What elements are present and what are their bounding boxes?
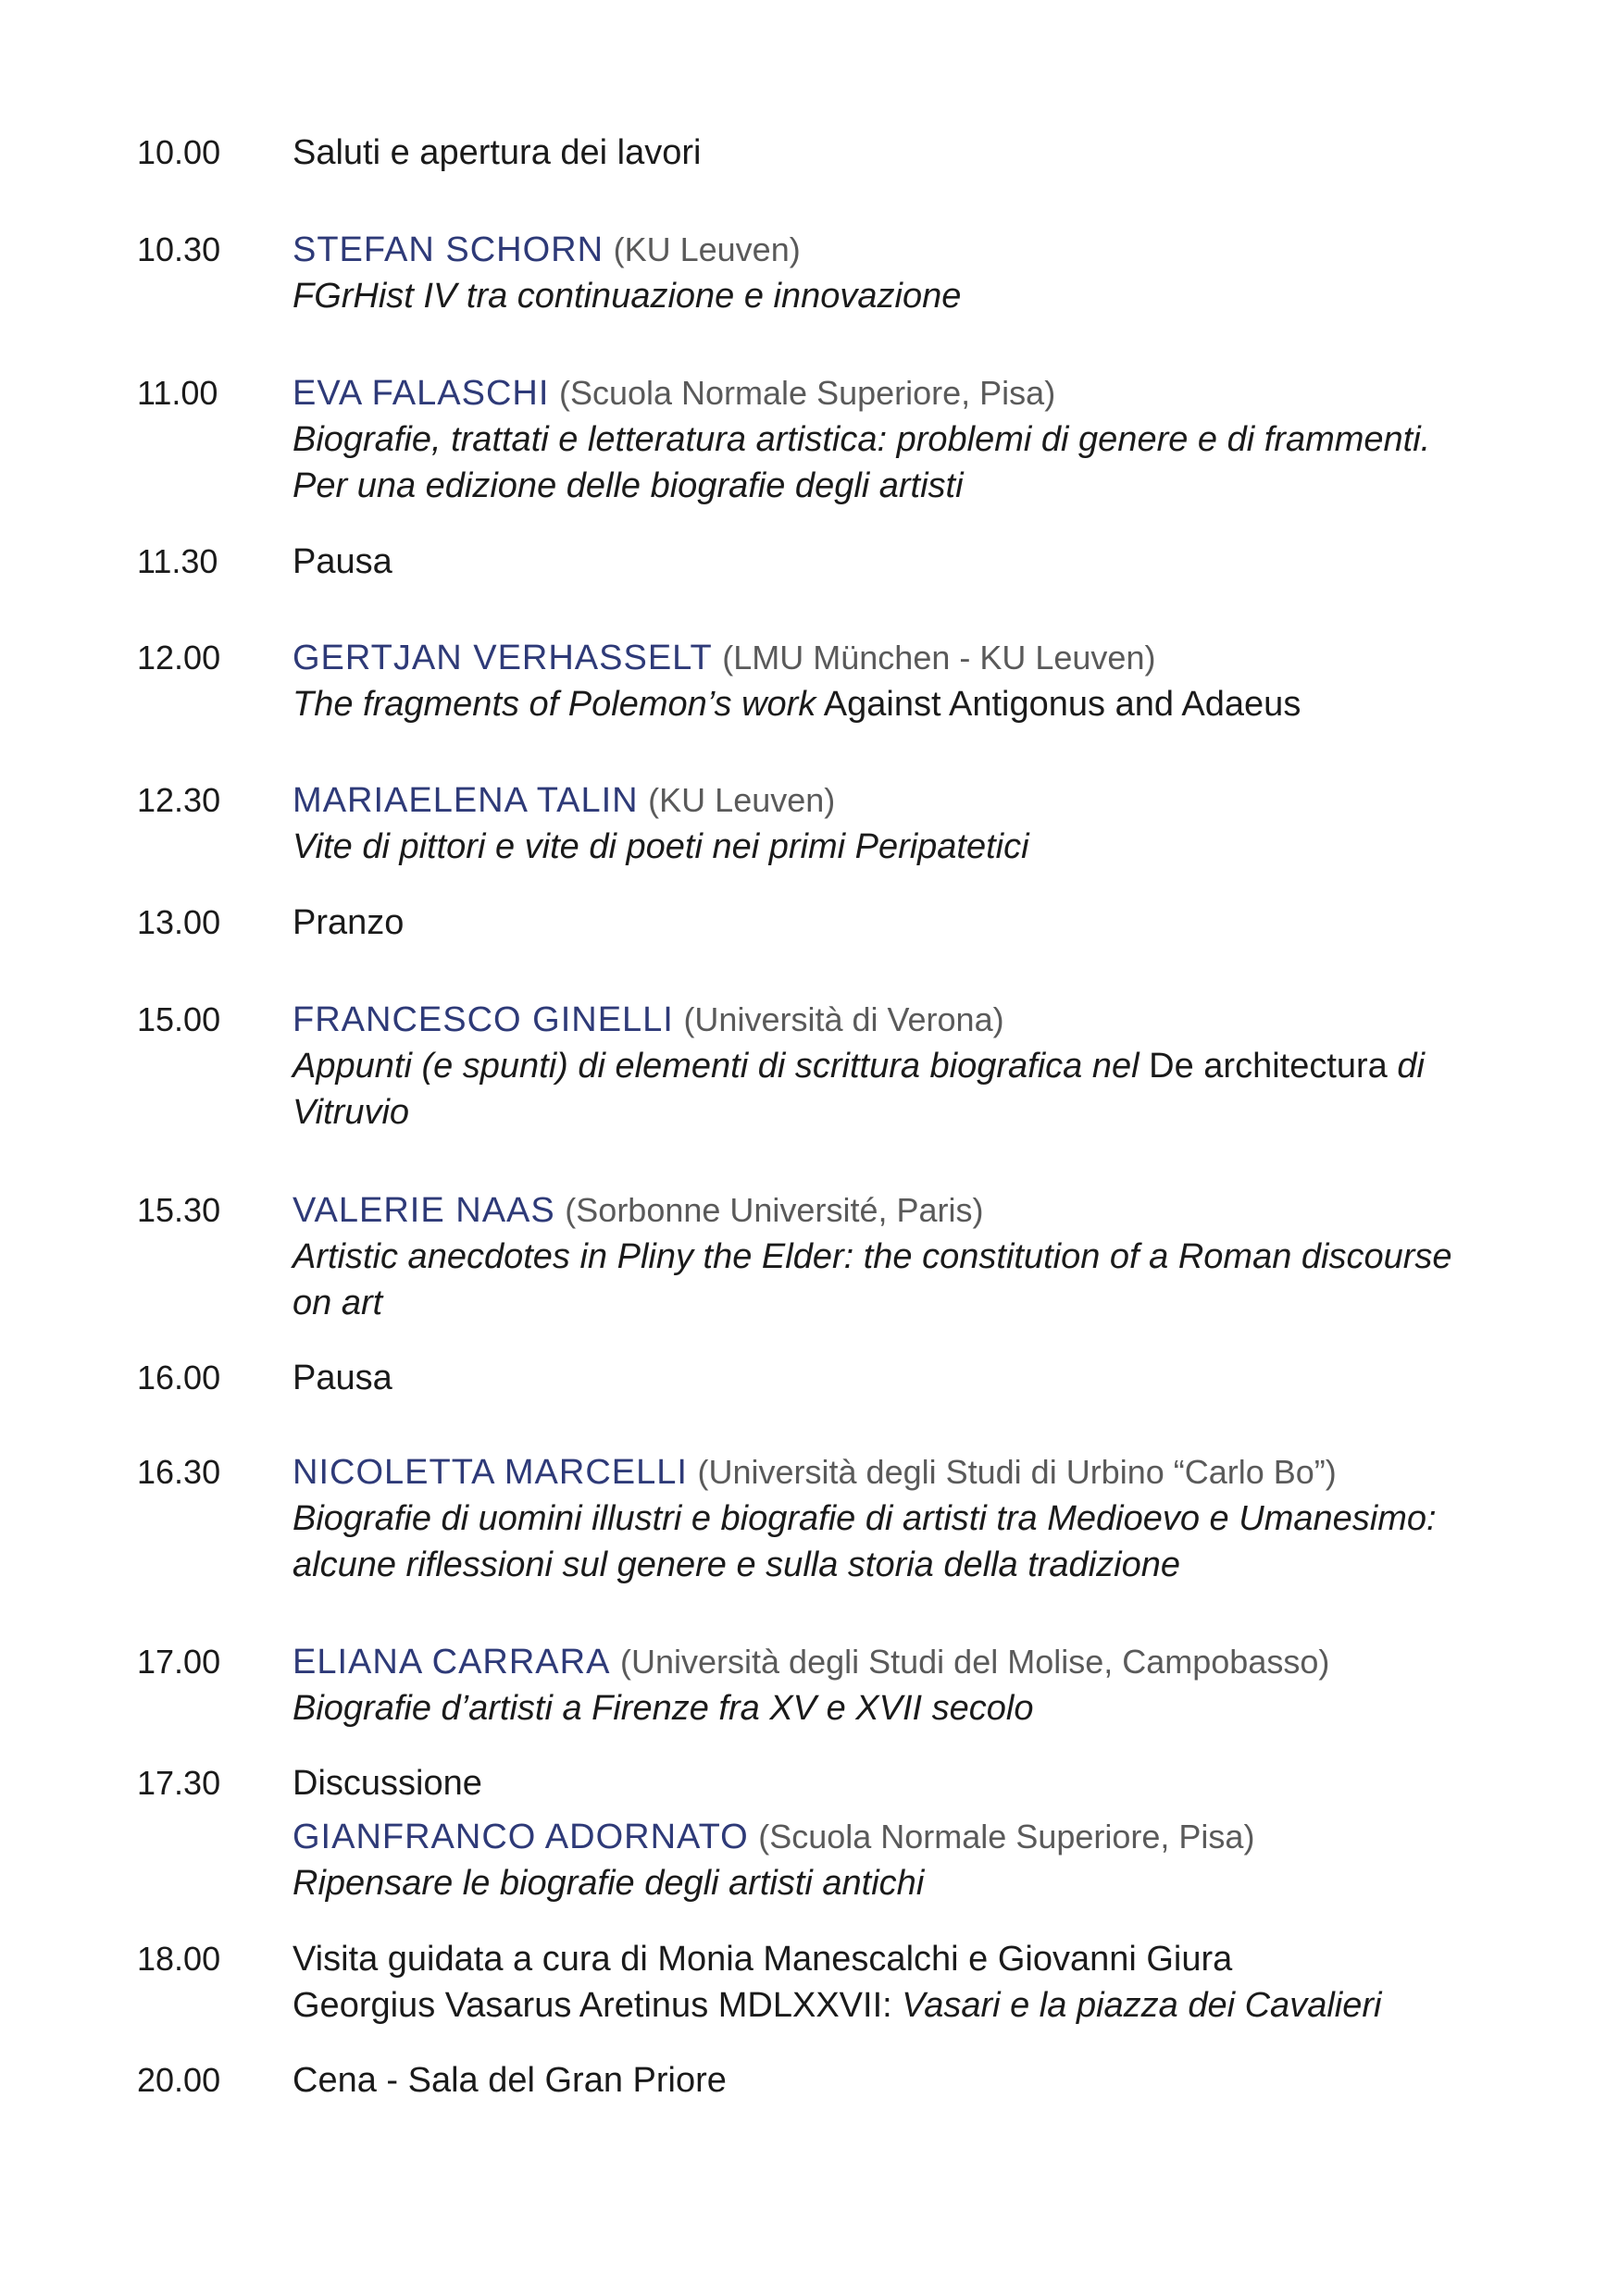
speaker-affiliation: (LMU München - KU Leuven) (722, 639, 1156, 676)
tour-title-roman: Georgius Vasarus Aretinus MDLXXVII: (293, 1986, 892, 2025)
entry-label: Pausa (293, 542, 392, 581)
speaker-name: VALERIE NAAS (293, 1191, 555, 1230)
tour-title-italic: Vasari e la piazza dei Cavalieri (891, 1986, 1382, 2025)
talk-title: Artistic anecdotes in Pliny the Elder: the constitution of a Roman discourse (293, 1237, 1452, 1276)
entry-time: 11.00 (137, 374, 218, 412)
speaker-affiliation: (KU Leuven) (613, 230, 801, 268)
talk-title-line2: Vitruvio (293, 1093, 410, 1132)
entry-time: 17.00 (137, 1643, 221, 1681)
work-title: De architectura (1139, 1047, 1388, 1086)
speaker-affiliation: (KU Leuven) (648, 781, 836, 819)
entry-time: 15.30 (137, 1191, 221, 1229)
work-title: Against Antigonus and Adaeus (816, 685, 1301, 724)
entry-label: Saluti e apertura dei lavori (293, 133, 702, 172)
speaker-name: GIANFRANCO ADORNATO (293, 1818, 749, 1856)
entry-time: 17.30 (137, 1764, 221, 1802)
speaker-affiliation: (Università degli Studi di Urbino “Carlo Bo”) (697, 1453, 1337, 1491)
speaker-name: STEFAN SCHORN (293, 230, 604, 269)
speaker-name: ELIANA CARRARA (293, 1643, 611, 1682)
talk-title: Per una edizione delle biografie degli artisti (293, 466, 964, 505)
entry-label: Pausa (293, 1359, 392, 1397)
speaker-affiliation: (Università di Verona) (683, 1000, 1004, 1038)
entry-time: 12.00 (137, 639, 221, 676)
talk-title: Ripensare le biografie degli artisti antichi (293, 1864, 925, 1903)
speaker-affiliation: (Università degli Studi del Molise, Campobasso) (620, 1643, 1330, 1681)
talk-title: The fragments of Polemon’s work (293, 685, 816, 724)
entry-time: 10.30 (137, 230, 221, 268)
entry-label: Pranzo (293, 903, 405, 942)
entry-time: 13.00 (137, 903, 221, 941)
speaker-name: MARIAELENA TALIN (293, 781, 639, 820)
talk-title: FGrHist IV tra continuazione e innovazione (293, 277, 962, 316)
entry-time: 11.30 (137, 542, 218, 580)
entry-time: 12.30 (137, 781, 221, 819)
speaker-name: FRANCESCO GINELLI (293, 1000, 674, 1039)
entry-time: 15.00 (137, 1000, 221, 1038)
speaker-affiliation: (Scuola Normale Superiore, Pisa) (758, 1818, 1255, 1855)
entry-label: Visita guidata a cura di Monia Manescalchi e Giovanni Giura (293, 1940, 1233, 1979)
talk-title: Biografie di uomini illustri e biografie di artisti tra Medioevo e Umanesimo: (293, 1499, 1437, 1538)
speaker-affiliation: (Scuola Normale Superiore, Pisa) (558, 374, 1056, 412)
entry-time: 20.00 (137, 2061, 221, 2099)
speaker-name: EVA FALASCHI (293, 374, 550, 413)
talk-title: on art (293, 1284, 383, 1322)
entry-time: 18.00 (137, 1940, 221, 1978)
talk-title: alcune riflessioni sul genere e sulla storia della tradizione (293, 1545, 1180, 1584)
talk-title: Appunti (e spunti) di elementi di scrittura biografica nel (293, 1047, 1140, 1086)
entry-time: 16.00 (137, 1359, 221, 1396)
entry-label: Cena - Sala del Gran Priore (293, 2061, 727, 2100)
speaker-affiliation: (Sorbonne Université, Paris) (565, 1191, 984, 1229)
talk-title: Biografie d’artisti a Firenze fra XV e XVII secolo (293, 1689, 1034, 1728)
entry-time: 16.30 (137, 1453, 221, 1491)
speaker-name: GERTJAN VERHASSELT (293, 639, 713, 677)
entry-time: 10.00 (137, 133, 221, 171)
speaker-name: NICOLETTA MARCELLI (293, 1453, 688, 1492)
talk-title-end: di (1387, 1047, 1425, 1086)
talk-title: Biografie, trattati e letteratura artistica: problemi di genere e di frammenti. (293, 420, 1431, 459)
entry-label: Discussione (293, 1764, 482, 1803)
talk-title: Vite di pittori e vite di poeti nei primi Peripatetici (293, 827, 1029, 866)
